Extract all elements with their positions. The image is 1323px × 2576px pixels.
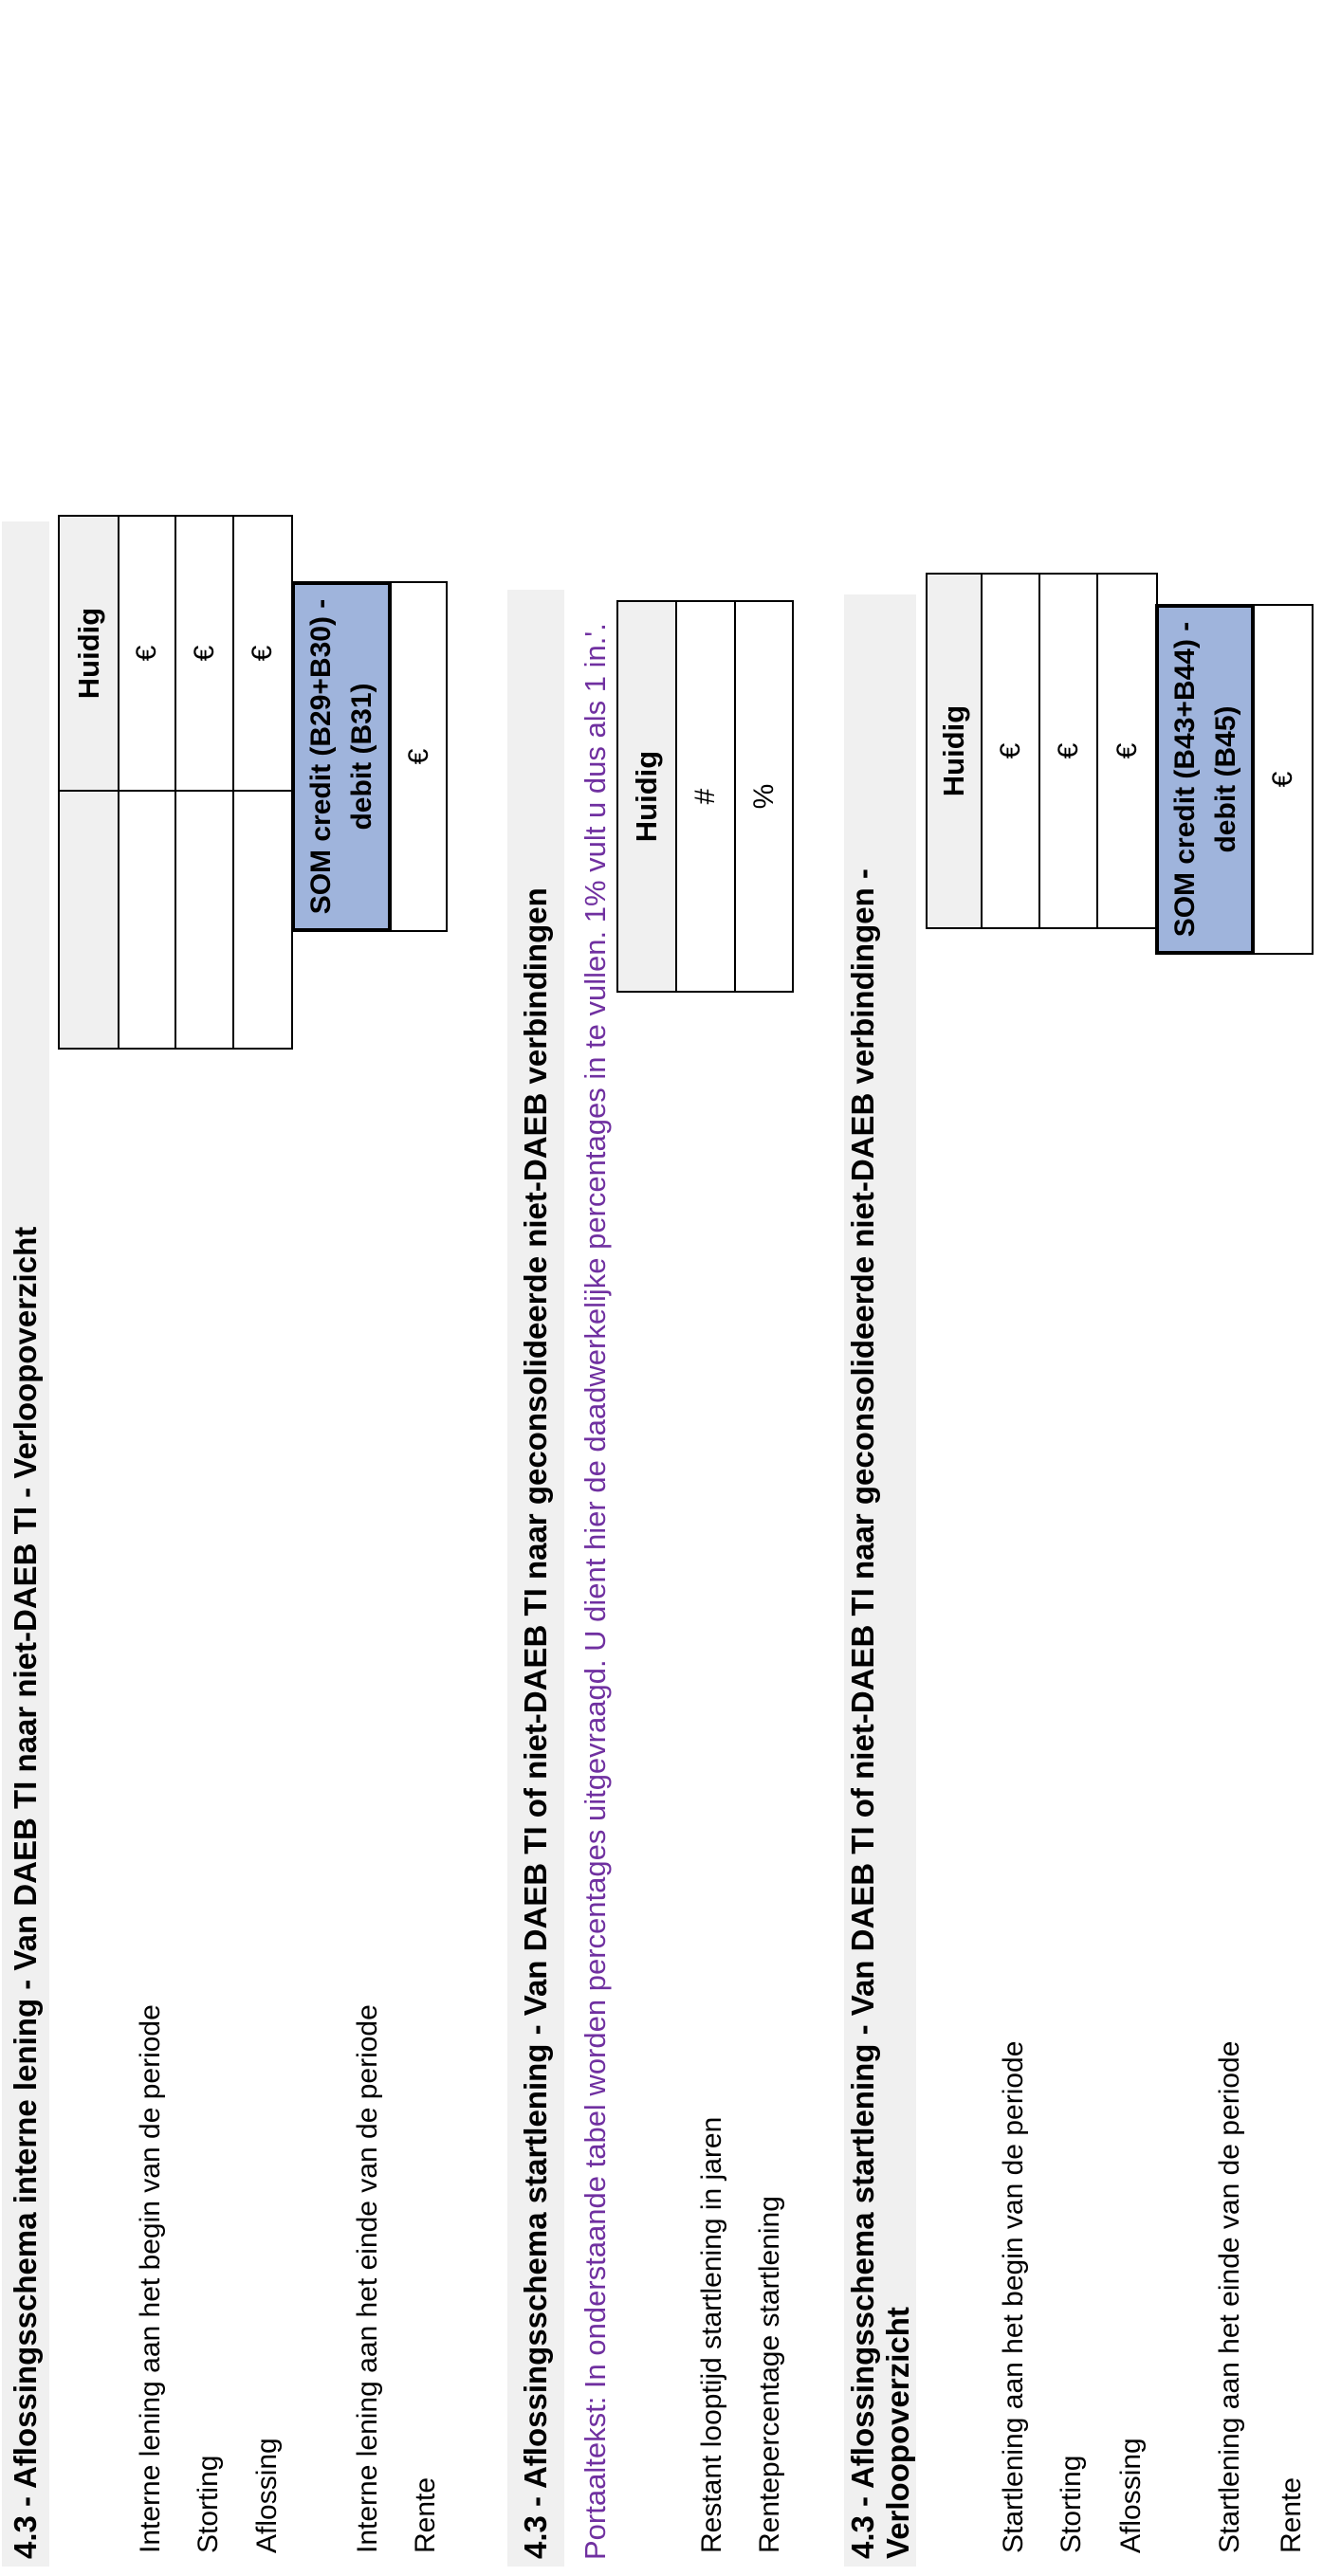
som-formula-line1: SOM credit (B29+B30) - xyxy=(305,598,337,915)
section-3-title-line2: Verloopoverzicht xyxy=(880,2307,915,2559)
section-1-table xyxy=(58,515,293,1050)
som-formula-line1: SOM credit (B43+B44) - xyxy=(1168,621,1201,938)
row-label-rentepercentage: Rentepercentage startlening xyxy=(754,2196,785,2553)
som-formula-line2: debit (B31) xyxy=(346,683,377,831)
som-formula-line2: debit (B45) xyxy=(1209,705,1241,853)
unit-cell-euro-rente-3[interactable]: € xyxy=(1253,604,1314,955)
row-label-rente-3: Rente xyxy=(1276,2476,1307,2553)
input-cell[interactable] xyxy=(232,792,291,1048)
som-formula-cell-1 xyxy=(291,581,392,932)
row-label-aflossing-3: Aflossing xyxy=(1115,2438,1147,2553)
input-cell[interactable] xyxy=(175,792,232,1048)
section-2-header-bar xyxy=(507,590,564,2567)
unit-cell-number[interactable]: # xyxy=(675,602,734,991)
section-2-table xyxy=(616,600,794,993)
row-label-startlening-einde: Startlening aan het einde van de periode xyxy=(1214,2040,1245,2553)
section-3-header-bar xyxy=(844,594,916,2567)
row-label-restant-looptijd: Restant looptijd startlening in jaren xyxy=(696,2116,727,2553)
column-header-huidig-3: Huidig xyxy=(928,575,981,927)
unit-cell-euro[interactable]: € xyxy=(1038,575,1096,927)
header-cell-empty xyxy=(60,792,118,1048)
column-header-huidig-1: Huidig xyxy=(60,517,118,792)
row-label-startlening-begin: Startlening aan het begin van de periode xyxy=(998,2040,1029,2553)
row-label-interne-lening-einde: Interne lening aan het einde van de periode xyxy=(352,2004,383,2553)
section-3-title-line1: 4.3 - Aflossingsschema startlening - Van DAEB TI of niet-DAEB TI naar geconsolideerde niet-DAEB verbindingen - xyxy=(845,868,880,2559)
section-3-table xyxy=(926,573,1158,929)
column-header-huidig-2: Huidig xyxy=(618,602,675,991)
section-1-header-bar xyxy=(2,521,49,2567)
som-formula-cell-3 xyxy=(1155,604,1255,955)
row-label-storting-1: Storting xyxy=(193,2455,224,2553)
unit-cell-percent[interactable]: % xyxy=(734,602,792,991)
unit-cell-euro[interactable]: € xyxy=(118,517,175,792)
input-cell[interactable] xyxy=(118,792,175,1048)
portal-text: Portaaltekst: In onderstaande tabel worden percentages uitgevraagd. U dient hier de daadwerkelijke percentages in te vullen. 1% vult u dus als 1 in.'. xyxy=(578,623,612,2560)
unit-cell-euro[interactable]: € xyxy=(232,517,291,792)
section-1-title: 4.3 - Aflossingsschema interne lening - Van DAEB TI naar niet-DAEB TI - Verloopoverzicht xyxy=(8,1226,43,2559)
unit-cell-euro-rente-1[interactable]: € xyxy=(390,581,448,932)
section-2-title: 4.3 - Aflossingsschema startlening - Van DAEB TI of niet-DAEB TI naar geconsolideerde niet-DAEB verbindingen xyxy=(518,887,553,2559)
row-label-rente-1: Rente xyxy=(410,2476,441,2553)
row-label-aflossing-1: Aflossing xyxy=(251,2438,283,2553)
row-label-storting-3: Storting xyxy=(1056,2455,1087,2553)
row-label-interne-lening-begin: Interne lening aan het begin van de periode xyxy=(135,2004,166,2553)
unit-cell-euro[interactable]: € xyxy=(175,517,232,792)
unit-cell-euro[interactable]: € xyxy=(981,575,1038,927)
unit-cell-euro[interactable]: € xyxy=(1096,575,1156,927)
